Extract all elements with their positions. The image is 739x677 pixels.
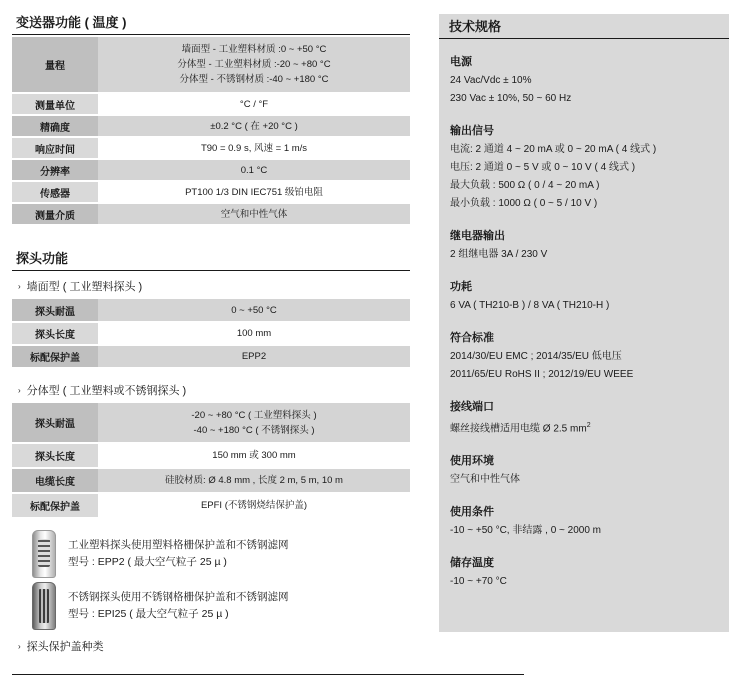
spec-label: 探头长度: [12, 322, 98, 345]
spec-section-conditions: [439, 503, 729, 540]
spec-line: [450, 417, 729, 438]
table-row: [12, 181, 410, 203]
spec-label: 测量介质: [12, 203, 98, 225]
spec-value-line: 分体型 - 不锈钢材质 :-40 ~ +180 °C: [179, 74, 329, 85]
spec-value-line: -20 ~ +80 °C ( 工业塑料探头 ): [191, 409, 317, 421]
table-row: [12, 468, 410, 493]
spec-value: 0.1 °C: [98, 159, 410, 181]
spec-section-title: 使用条件: [450, 506, 494, 519]
spec-line: 电流: 2 通道 4 ~ 20 mA 或 0 ~ 20 mA ( 4 线式 ): [450, 144, 657, 155]
spec-section-title: 符合标准: [450, 332, 494, 344]
spec-label: 探头长度: [12, 443, 98, 468]
spec-section-environment: [439, 452, 729, 489]
table-row: [12, 93, 410, 115]
spec-section-connection: [439, 398, 729, 438]
spec-section-relay: [439, 227, 729, 264]
spec-value: PT100 1/3 DIN IEC751 级铂电阻: [98, 181, 410, 203]
wall-type-heading: [12, 277, 410, 297]
table-row: [12, 443, 410, 468]
spec-line: 最小负载 : 1000 Ω ( 0 ~ 5 / 10 V ): [450, 198, 598, 209]
spec-label: 量程: [12, 37, 98, 93]
table-row: [12, 345, 410, 368]
spec-value: 硅胶材质: Ø 4.8 mm , 长度 2 m, 5 m, 10 m: [98, 468, 410, 493]
table-row: [12, 37, 410, 93]
spec-label: 标配保护盖: [12, 493, 98, 518]
cap-types-heading-text: 探头保护盖种类: [26, 641, 104, 653]
superscript: 2: [586, 422, 591, 429]
tech-spec-panel: [439, 14, 729, 632]
spec-value-line: 分体型 - 工业塑料材质 :-20 ~ +80 °C: [177, 59, 331, 70]
cap-types-heading: [12, 637, 410, 657]
tech-spec-title: 技术规格: [439, 14, 729, 39]
spec-value: 100 mm: [98, 322, 410, 345]
spec-section-consumption: [439, 278, 729, 315]
spec-section-power: [439, 53, 729, 108]
spec-section-title: 输出信号: [450, 125, 494, 137]
spec-section-title: 电源: [450, 56, 472, 68]
spec-value: 0 ~ +50 °C: [98, 299, 410, 322]
spec-value-line: -40 ~ +180 °C ( 不锈钢探头 ): [193, 424, 315, 436]
spec-value: °C / °F: [98, 93, 410, 115]
table-row: [12, 137, 410, 159]
cap-text: [68, 589, 289, 623]
spec-line: 6 VA ( TH210-B ) / 8 VA ( TH210-H ): [450, 300, 610, 311]
spec-value: EPFI (不锈钢烧结保护盖): [98, 493, 410, 518]
spec-label: 精确度: [12, 115, 98, 137]
spec-label: 响应时间: [12, 137, 98, 159]
table-row: [12, 322, 410, 345]
spec-value: 150 mm 或 300 mm: [98, 443, 410, 468]
transmitter-spec-table: [12, 37, 410, 226]
spec-section-title: 使用环境: [450, 455, 494, 468]
cap-description: 工业塑料探头使用塑料格栅保护盖和不锈钢滤网: [68, 539, 289, 551]
spec-section-title: 功耗: [450, 281, 472, 293]
spec-section-title: 接线端口: [450, 401, 494, 413]
plastic-probe-icon: [32, 530, 56, 578]
cap-item: [12, 529, 410, 579]
table-row: [12, 493, 410, 518]
spec-value: [98, 37, 410, 93]
spec-line: 24 Vac/Vdc ± 10%: [450, 75, 532, 86]
cap-description: 不锈钢探头使用不锈钢格栅保护盖和不锈钢滤网: [68, 591, 289, 603]
spec-line: 2 组继电器 3A / 230 V: [450, 249, 548, 260]
spec-label: 传感器: [12, 181, 98, 203]
spec-section-storage: [439, 554, 729, 591]
spec-section-title: 储存温度: [450, 557, 494, 570]
arrow-icon: ›: [18, 386, 21, 395]
spec-line: 电压: 2 通道 0 ~ 5 V 或 0 ~ 10 V ( 4 线式 ): [450, 162, 636, 173]
probe-section-title: 探头功能: [12, 246, 410, 271]
wall-probe-table: [12, 299, 410, 369]
transmitter-section-title: 变送器功能 ( 温度 ): [12, 10, 410, 35]
spec-value: 空气和中性气体: [98, 203, 410, 225]
arrow-icon: ›: [18, 282, 21, 291]
table-row: [12, 203, 410, 225]
spec-section-title: 继电器输出: [450, 230, 505, 242]
split-type-heading: [12, 381, 410, 401]
spec-section-standards: [439, 329, 729, 384]
spec-line: 230 Vac ± 10%, 50 ~ 60 Hz: [450, 93, 572, 104]
spec-label: 探头耐温: [12, 299, 98, 322]
spec-value: EPP2: [98, 345, 410, 368]
left-column: [12, 10, 410, 657]
spec-value-line: 墙面型 - 工业塑料材质 :0 ~ +50 °C: [181, 44, 327, 55]
table-row: [12, 403, 410, 443]
cap-item: [12, 581, 410, 631]
table-row: [12, 159, 410, 181]
wall-type-heading-text: 墙面型 ( 工业塑料探头 ): [26, 281, 143, 293]
spec-section-output: [439, 122, 729, 213]
split-probe-table: [12, 403, 410, 519]
spec-line: -10 ~ +50 °C, 非结露 , 0 ~ 2000 m: [450, 525, 602, 537]
cap-model: 型号 : EPI25 ( 最大空气粒子 25 µ ): [68, 608, 229, 620]
spec-value: [98, 403, 410, 443]
spec-label: 标配保护盖: [12, 345, 98, 368]
spec-label: 测量单位: [12, 93, 98, 115]
table-row: [12, 115, 410, 137]
table-row: [12, 299, 410, 322]
spec-line: 空气和中性气体: [450, 474, 520, 486]
spec-value: ±0.2 °C ( 在 +20 °C ): [98, 115, 410, 137]
arrow-icon: ›: [18, 642, 21, 651]
spec-label: 探头耐温: [12, 403, 98, 443]
spec-line: 2011/65/EU RoHS II ; 2012/19/EU WEEE: [450, 369, 634, 380]
spec-line: 最大负载 : 500 Ω ( 0 / 4 ~ 20 mA ): [450, 180, 600, 191]
bottom-divider: [12, 674, 524, 675]
split-type-heading-text: 分体型 ( 工业塑料或不锈钢探头 ): [26, 385, 187, 397]
spec-line: 2014/30/EU EMC ; 2014/35/EU 低电压: [450, 351, 622, 362]
spec-label: 电缆长度: [12, 468, 98, 493]
spec-value: T90 = 0.9 s, 风速 = 1 m/s: [98, 137, 410, 159]
cap-text: [68, 537, 289, 571]
spec-line-text: 螺丝接线槽适用电缆 Ø 2.5 mm: [450, 423, 587, 435]
spec-line: -10 ~ +70 °C: [450, 576, 507, 588]
cap-model: 型号 : EPP2 ( 最大空气粒子 25 µ ): [68, 556, 227, 568]
spec-label: 分辨率: [12, 159, 98, 181]
steel-probe-icon: [32, 582, 56, 630]
